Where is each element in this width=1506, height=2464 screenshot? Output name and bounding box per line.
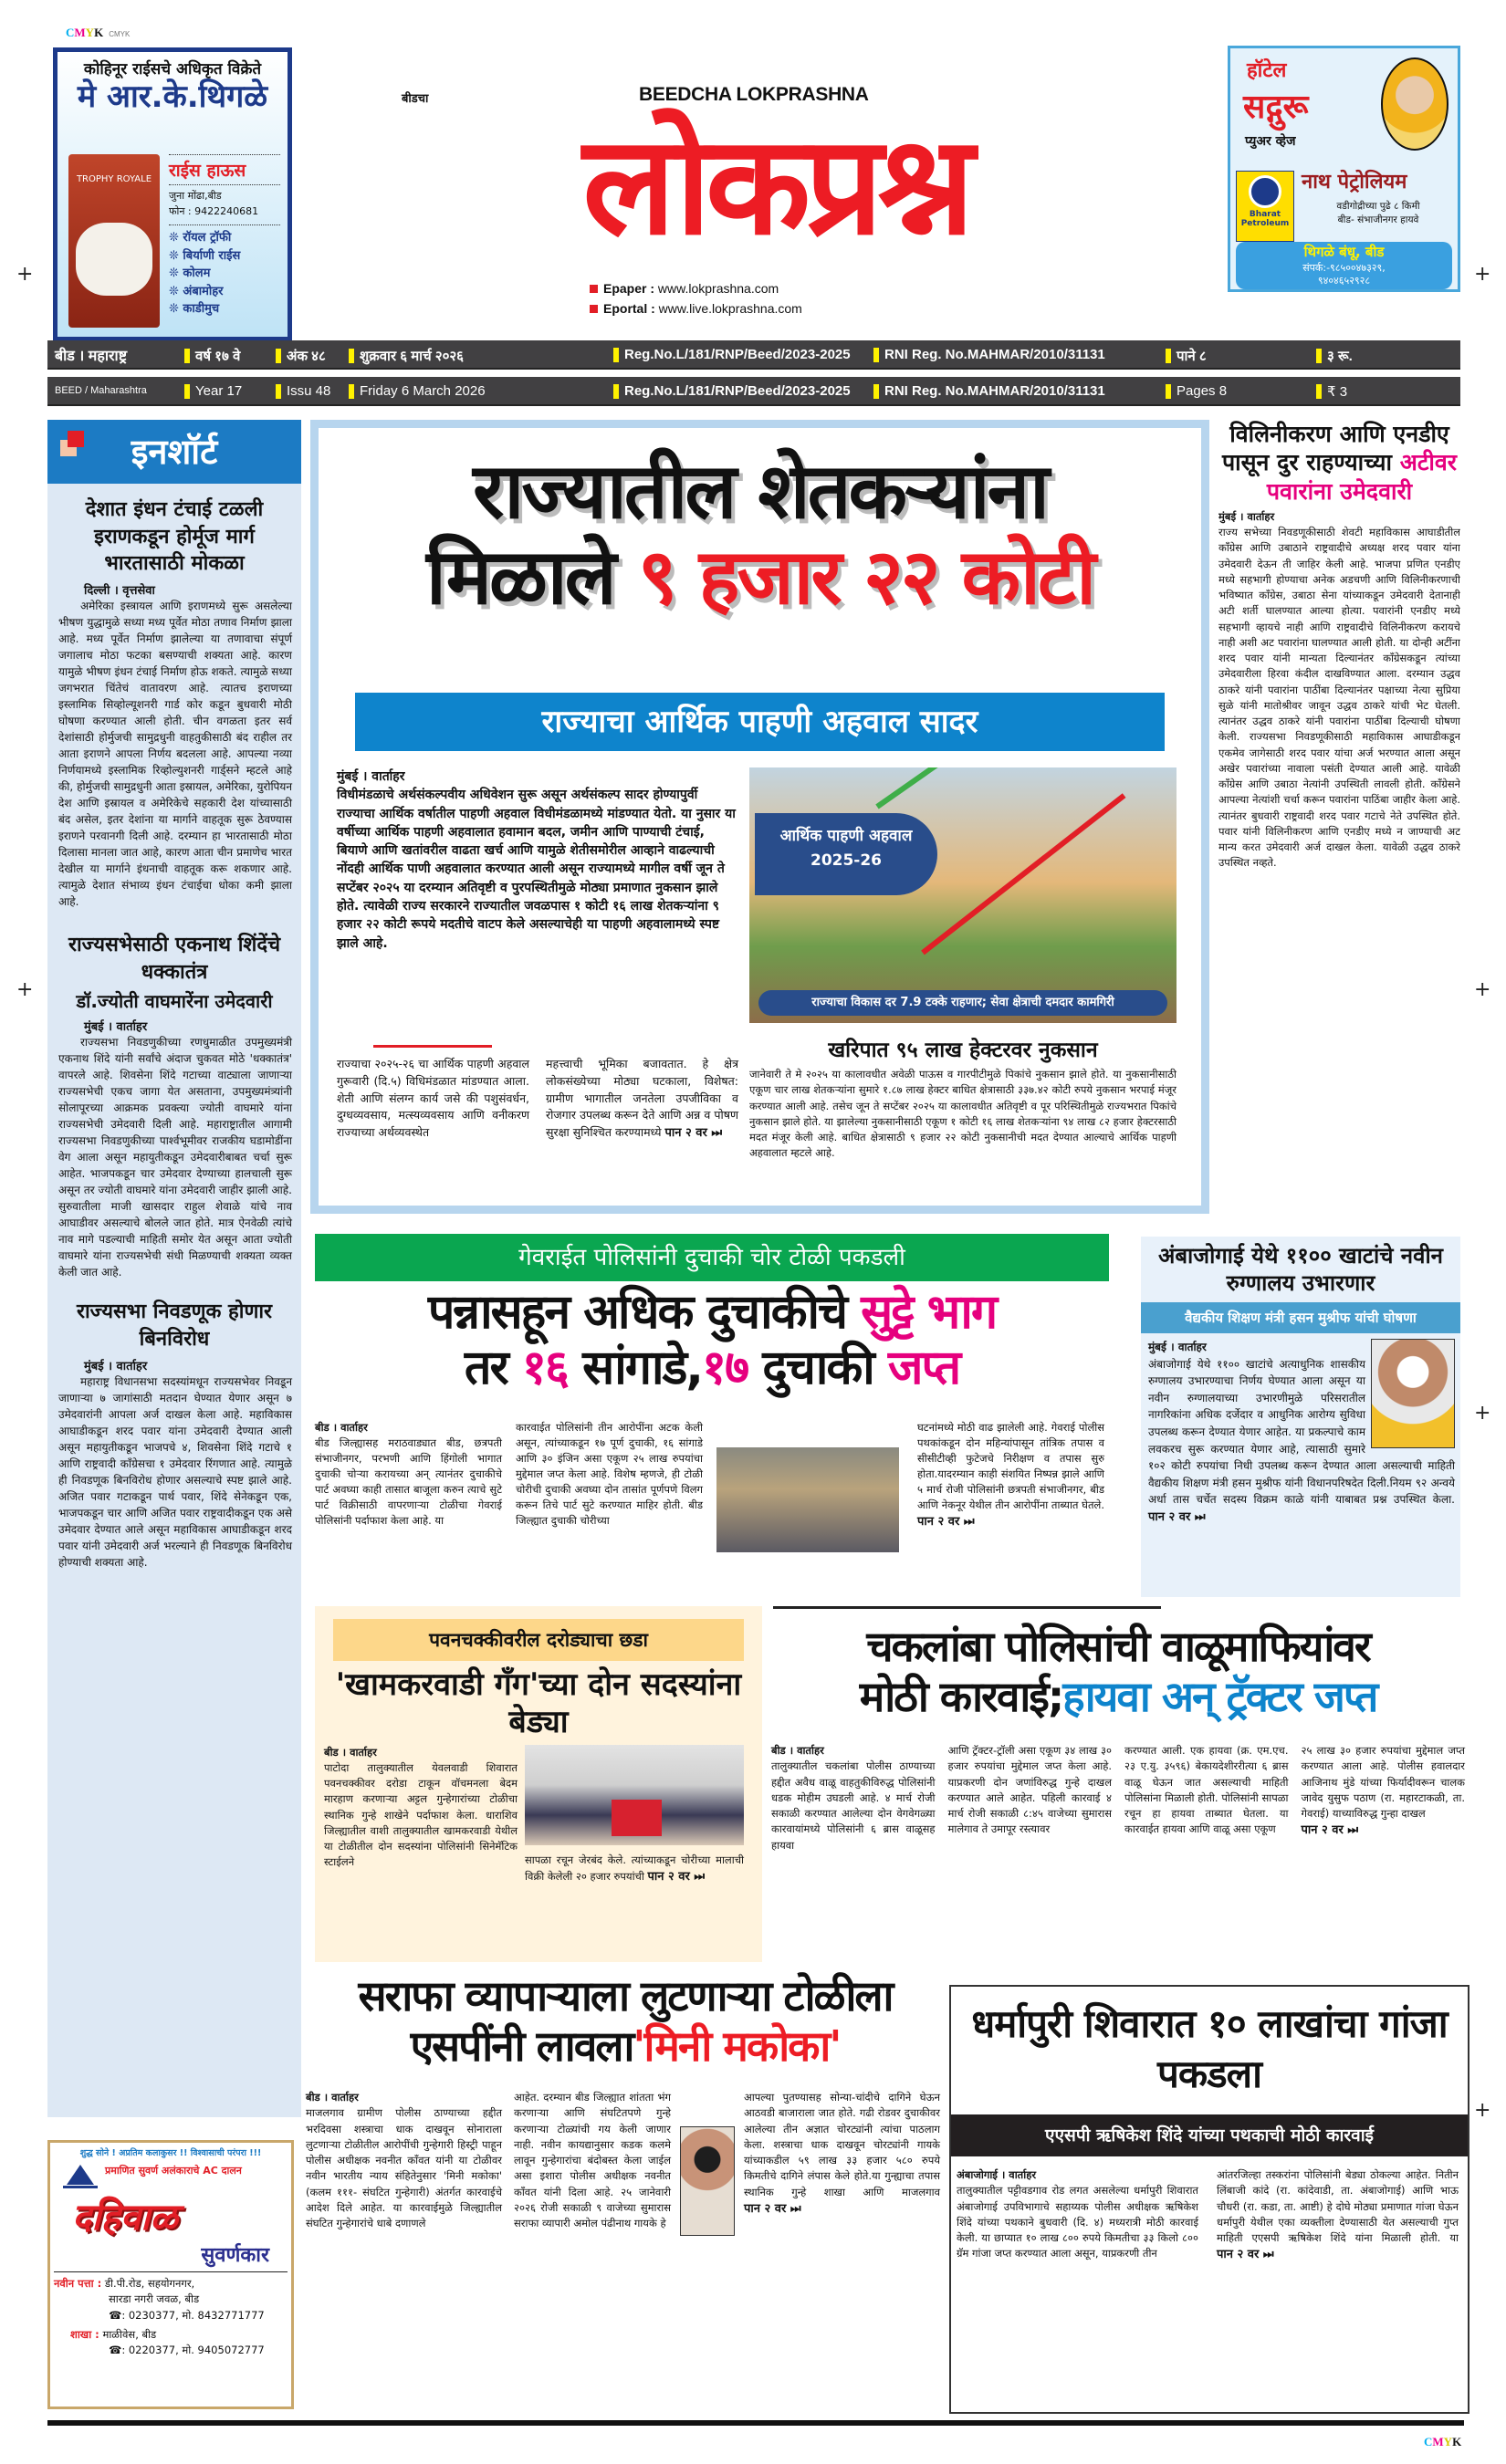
registration-mark: + xyxy=(1474,2099,1491,2122)
divider xyxy=(773,1606,1161,1609)
info-bar-english: BEED / Maharashtra Year 17 Issu 48 Friday 6 March 2026 Reg.No.L/181/RNP/Beed/2023-2025 RNI Reg. No.MAHMAR/2010/31131 Pages 8 ₹ 3 xyxy=(47,377,1460,406)
ad-rice-phone: फोन : 9422240681 xyxy=(169,204,259,217)
image-caption: राज्याचा विकास दर 7.9 टक्के राहणार; सेवा क्षेत्राची दमदार कामगिरी xyxy=(758,990,1167,1016)
ad-rice-house-label: राईस हाऊस xyxy=(169,154,280,185)
bullet-icon xyxy=(590,305,598,313)
cmyk-mark-bottom: CMYK xyxy=(1424,2435,1462,2448)
chaklamba-story-body: बीड । वार्ताहर तालुक्यातील चकलांबा पोलीस ठाण्याच्या हद्दीत अवैध वाळू वाहतुकीविरुद्ध पोलिसांनी धडक मोहीम उघडली आहे. ४ मार्च रोजी सकाळी करण्यात आलेल्या दोन वेगवेगळ्या कारवायांमध्ये पोलिसांनी ६ ब्रास वाळूसह हायवा आणि ट्रॅक्टर-ट्रॉली असा एकूण ३४ लाख ३० हजार रुपयांचा मुद्देमाल जप्त केला आहे. याप्रकरणी दोन जणांविरुद्ध गुन्हे दाखल करण्यात आले आहेत. पहिली कारवाई ४ मार्च रोजी सकाळी ८:४५ वाजेच्या सुमारास मालेगाव ते उमापूर रस्त्यावर करण्यात आली. एक हायवा (क्र. एम.एच. २३ ए.यु. ३५९६) बेकायदेशीररीत्या ६ ब्रास वाळू घेऊन जात असल्याची माहिती पोलिसांना मिळाली होती. पोलिसांनी सापळा रचून हा हायवा ताब्यात घेतला. या कारवाईत हायवा आणि वाळू असा एकूण २५ लाख ३० हजार रुपयांचा मुद्देमाल जप्त करण्यात आला आहे. पोलीस हवालदार आजिनाथ मुंडे यांच्या फिर्यादीवरून चालक जावेद युसुफ पठाण (रा. महारटाकळी, ता. गेवराई) याच्याविरुद्ध गुन्हा दाखल पान २ वर ⏭ xyxy=(771,1744,1465,1852)
right-story[interactable]: विलिनीकरण आणि एनडीए पासून दुर राहण्याच्या अटीवर पवारांना उमेदवारी मुंबई । वार्ताहर राज्य सभेच्या निवडणूकीसाठी शेवटी महाविकास आघाडीतील काँग्रेस आणि उबाठाने राष्ट्रवादीचे अध्यक्ष शरद पवार यांना उमेदवारी देऊन ती जाहिर केली आहे. भाजपा प्रणित एनडीए मध्ये सहभागी होण्याचा अनेक अडचणी आणि विलिनीकरणाची भविष्यात काँग्रेस, उबाठा सेना यांच्याकडून उमेदवारी देतानाही अटी शर्ती घालण्यात आल्या होत्या. पवारांनी एनडीए मध्ये सहभागी व्हायचे नाही आणि राष्ट्रवादीचे विलिनीकरण करायचे नाही अशी अट पवारांना घालण्यात आली होती. या दोन्ही अटींना शरद पवार यांनी मान्यता दिल्यानंतर काँग्रेसकडून त्यांच्या उमेदवारीला हिरवा कंदील दाखविण्यात आला. दरम्यान उद्धव ठाकरे यांनी पवारांना पाठींबा दिल्यानंतर पक्षाच्या नेत्या सुप्रिया सुळे यांनी मातोश्रीवर जावून उद्धव ठाकरे यांची भेट घेतली. त्यानंतर उद्धव ठाकरे यांनी पवारांना पाठींबा दिल्याची घोषणा केली. राज्यसभा निवडणूकीसाठी महाविकास आघाडीकडून एकमेव जागेसाठी शरद पवार यांचा अर्ज भरण्यात आला असून अखेर पवारांच्या नावाला पसंती देण्यात आली आहे. यावेळी काँग्रेस आणि उबाठा नेत्यांनी उपस्थिती लावली होती. काँग्रेसने आपल्या नेत्यांशी चर्चा करून पवारांना पाठिंबा जाहीर केला आहे. त्यानंतर बुधवारी राष्ट्रवादी शरद पवार गटाचे नेते उपस्थित होते. पवार यांनी विलिनीकरण आणि एनडीए मध्ये न जाण्याची अट मान्य करत उमेदवारी अर्ज दाखल केला. यावेळी उद्धव ठाकरे उपस्थित नव्हते. xyxy=(1218,421,1460,870)
masthead-english: BEEDCHA LOKPRASHNA xyxy=(639,84,869,105)
bike-story-headline[interactable]: पन्नासहून अधिक दुचाकीचे सुट्टे भाग तर १६ सांगाडे,१७ दुचाकी जप्त xyxy=(427,1285,997,1396)
continued-link[interactable]: पान २ वर ⏭ xyxy=(744,2201,801,2216)
ad-rice-items: ❊ रॉयल ट्रॉफी ❊ बिर्याणी राईस ❊ कोलम ❊ अंबामोहर ❊ काडीमुच xyxy=(169,224,280,318)
bullet-icon xyxy=(590,285,598,293)
ad-rice-name: मे आर.के.थिगळे xyxy=(77,78,268,115)
ad-rice-line1: कोहिनूर राईसचे अधिकृत विक्रेते xyxy=(83,60,262,78)
continued-link[interactable]: पान २ वर ⏭ xyxy=(1217,2248,1274,2262)
saraf-story-headline[interactable]: सराफा व्यापाऱ्याला लुटणाऱ्या टोळीला एसपींनी लावला'मिनी मकोका' xyxy=(358,1971,893,2072)
continued-link[interactable]: पान २ वर ⏭ xyxy=(664,1126,723,1140)
bike-story-body: बीड । वार्ताहर बीड जिल्ह्यासह मराठवाड्यात बीड, छत्रपती संभाजीनगर, परभणी आणि हिंगोली भागात दुचाकी चोऱ्या करायच्या अन् त्यानंतर दुचाकीचे पार्ट अवघ्या काही तासात बाजूला करुन त्याचे सुटे पार्ट विक्रीसाठी वापरणाऱ्या टोळीचा गेवराई पोलिसांनी पर्दाफाश केला आहे. या कारवाईत पोलिसांनी तीन आरोपींना अटक केली असून, त्यांच्याकडून १७ पूर्ण दुचाकी, १६ सांगाडे आणि ३० इंजिन असा एकूण २५ लाख रुपयांचा मुद्देमाल जप्त केला आहे. विशेष म्हणजे, ही टोळी चोरीची दुचाकी अवघ्या दोन तासांत पूर्णपणे विलग करून तिचे पार्ट सुटे करण्यात माहिर होती. बीड जिल्ह्यात दुचाकी चोरीच्या घटनांमध्ये मोठी वाढ झालेली आहे. गेवराई पोलीस पथकांकडून दोन महिन्यांपासून तांत्रिक तपास व सीसीटीव्ही फुटेजचे निरीक्षण व तपास सुरु होता.यादरम्यान काही संशयित निष्पन्न झाले आणि ५ मार्च रोजी पोलिसांनी छत्रपती संभाजीनगर, बीड आणि नेकनूर येथील तीन आरोपींना ताब्यात घेतले. पान २ वर ⏭ xyxy=(315,1420,1109,1595)
bharat-petroleum-logo: Bharat Petroleum xyxy=(1236,171,1294,242)
sp-photo xyxy=(680,2126,735,2236)
bike-seizure-photo xyxy=(716,1447,899,1552)
registration-mark: + xyxy=(1474,263,1491,286)
lead-headline: राज्यातील शेतकऱ्यांना मिळाले ९ हजार २२ कोटी xyxy=(426,446,1093,622)
ad-rice-house[interactable] xyxy=(53,47,292,341)
inshort-column xyxy=(47,420,301,2117)
info-bar-marathi: बीड । महाराष्ट्र वर्ष १७ वे अंक ४८ शुक्रवार ६ मार्च २०२६ Reg.No.L/181/RNP/Beed/2023-2025 RNI Reg. No.MAHMAR/2010/31131 पाने ८ ३ रू. xyxy=(47,340,1460,370)
eportal-link[interactable]: www.live.lokprashna.com xyxy=(658,301,802,316)
ad-dahiwal-jewellers[interactable]: शुद्ध सोने ! अप्रतिम कलाकुसर !! विश्वासाची परंपरा !!! प्रमाणित सुवर्ण अलंकाराचे AC दालन दहिवाळ सुवर्णकार नवीन पत्ता : डी.पी.रोड, सहयोगनगर, सारडा नगरी जवळ, बीड ☎: 0230377, मो. 8432771777 शाखा : माळीवेस, बीड ☎: 0220377, मो. 9405072777 xyxy=(47,2140,294,2409)
saraf-story-body: बीड । वार्ताहर माजलगाव ग्रामीण पोलीस ठाण्याच्या हद्दीत भरदिवसा शस्त्राचा धाक दाखवून सोनाराला लुटणाऱ्या टोळीतील आरोपींची गुन्हेगारी हिस्ट्री पाहून पोलीस अधीक्षक नवनीत काँवत यांनी या टोळीवर नवीन भारतीय न्याय संहितेनुसार 'मिनी मकोका' (कलम १११- संघटित गुन्हेगारी) अंतर्गत कारवाईचे आदेश दिले आहेत. या कारवाईमुळे जिल्ह्यातील संघटित गुन्हेगारांचे धाबे दणाणले आहेत. दरम्यान बीड जिल्ह्यात शांतता भंग करणाऱ्या आणि संघटितपणे गुन्हे करणाऱ्या टोळ्यांची गय केली जाणार नाही. नवीन कायद्यानुसार कडक कलमे लावून गुन्हेगारांचा बंदोबस्त केला जाईल असा इशारा पोलीस अधीक्षक नवनीत काँवत यांनी दिला आहे. २५ जानेवारी २०२६ रोजी सकाळी ९ वाजेच्या सुमारास सराफा व्यापारी अमोल पंढीनाथ गायके हे आपल्या पुतण्यासह सोन्या-चांदीचे दागिने घेऊन आठवडी बाजाराला जात होते. गढी रोडवर दुचाकीवर आलेल्या तीन अज्ञात चोरट्यांनी त्यांचा पाठलाग केला. शस्त्राचा धाक दाखवून चोरट्यांनी गायके यांच्याकडील ५९ लाख ३३ हजार ५८० रुपये किमतीचे दागिने लंपास केले होते.या गुन्ह्याचा तपास स्थानिक गुन्हे शाखा आणि माजलगाव पान २ वर ⏭ xyxy=(306,2090,940,2414)
ad-hotel-sadguru[interactable]: हॉटेल सद्गुरू प्युअर व्हेज Bharat Petroleum नाथ पेट्रोलियम वडीगोद्रीच्या पुढे ८ किमी बीड- संभाजीनगर हायवे थिगळे बंधू, बीड संपर्क:-९८५००४७३२९, ९४०४६५२९२८ xyxy=(1228,46,1460,292)
lead-subhead: राज्याचा आर्थिक पाहणी अहवाल सादर xyxy=(355,693,1165,751)
ad-hotel-contact: थिगळे बंधू, बीड संपर्क:-९८५००४७३२९, ९४०४६५२९२८ xyxy=(1236,242,1452,289)
registration-mark: + xyxy=(1474,978,1491,1001)
side-body: जानेवारी ते मे २०२५ या कालावधीत अवेळी पाऊस व गारपीटीमुळे पिकांचे नुकसान झाले होते. या नुकसानीसाठी एकूण चार लाख शेतकऱ्यांना सुमारे १.८७ लाख हेक्टर बाधित क्षेत्रासाठी ३३७.४२ कोटी रुपये नुकसान भरपाई मंजूर करण्यात आली आहे. तसेच जून ते सप्टेंबर २०२५ या कालावधीत अतिवृष्टी व पूर परिस्थितीमुळे राज्यभरात पिकांचे नुकसान झाले होते. या झालेल्या नुकसानीसाठी एकूण १ कोटी १६ लाख शेतकऱ्यांना ९४ लाख ८२ हजार हेक्टरसाठी मदत मंजूर केली आहे. बाधित क्षेत्रासाठी ९ हजार २२ कोटी नुकसानीची मदत देण्यात आल्याचे आर्थिक पाहणी अहवालात म्हटले आहे. xyxy=(749,1068,1177,1160)
registration-mark: + xyxy=(1474,1402,1491,1425)
lead-paragraph: मुंबई । वार्ताहर विधीमंडळाचे अर्थसंकल्पवीय अधिवेशन सुरू असून अर्थसंकल्प सादर होण्यापुर्वी राज्याचा आर्थिक वर्षातील पाहणी अहवाल विधीमंडळामध्ये मांडण्यात येतो. या नुसार या वर्षीच्या आर्थिक पाहणी अहवालात हवामान बदल, जमीन आणि पाण्याची टंचाई, बियाणे आणि खतांवरील वाढता खर्च आणि यामुळे शेतीसमोरील आव्हाने वाढल्याची नोंदही आर्थिक पाणी अहवालात करण्यात आली असून राज्यामध्ये मागील वर्षी जून ते सप्टेंबर २०२५ या दरम्यान अतिवृष्टी व पुरपस्थितीमुळे मोठ्या प्रमाणात नुकसान झाले होते. त्यावेळी राज्य सरकारने राज्यातील जवळपास १ कोटी १६ लाख शेतकऱ्यांना ९ हजार २२ कोटी रूपये मदतीचे वाटप केले असल्याचेही या पाहणी अहवालामध्ये स्पष्ट झाले आहे. xyxy=(337,769,736,951)
footer-rule xyxy=(47,2420,1464,2426)
economic-survey-image: आर्थिक पाहणी अहवाल 2025-26 राज्याचा विकास दर 7.9 टक्के राहणार; सेवा क्षेत्राची दमदार कामगिरी xyxy=(749,767,1177,1023)
chaklamba-story-headline[interactable]: चकलांबा पोलिसांची वाळूमाफियांवर मोठी कारवाई;हायवा अन् ट्रॅक्टर जप्त xyxy=(771,1606,1465,1722)
masthead-prefix: बीडचा xyxy=(402,92,429,106)
bike-story-kicker: गेवराईत पोलिसांनी दुचाकी चोर टोळी पकडली xyxy=(315,1234,1109,1281)
inshort-story[interactable]: राज्यसभेसाठी एकनाथ शिंदेंचे धक्कातंत्र डॉ.ज्योती वाघमारेंना उमेदवारी मुंबई । वार्ताहर राज्यसभा निवडणुकीच्या रणधुमाळीत उपमुख्यमंत्री एकनाथ शिंदे यांनी सर्वांचे अंदाज चुकवत मोठे 'धक्कातंत्र' वापरले आहे. शिवसेना शिंदे गटाच्या वाट्याला जाणाऱ्या राज्यसभेची एकच जागा येत असताना, उपमुख्यमंत्र्यांनी सोलापूरच्या आक्रमक प्रवक्त्या ज्योती वाघमारे यांना राज्यसभेची उमेदवारी दिली आहे. महाराष्ट्रातील आगामी राज्यसभा निवडणुकीच्या पार्श्वभूमीवर राजकीय घडामोडींना वेग आला असून महायुतीकडून उमेदवारीबाबत चर्चा सुरू आहेत. भाजपकडून चार उमेदवार देण्याच्या हालचाली सुरू असून तर ज्योती वाघमारे यांना उमेदवारी जाहीर झाली आहे. सुरुवातीला माजी खासदार राहुल शेवाळे यांचे नाव आघाडीवर असल्याचे बोलले जात होते. मात्र ऐनवेळी त्यांचे नाव मागे पडल्याची माहिती समोर येत असून आता ज्योती वाघमारे यांना राज्यसभेची संधी मिळण्याची शक्यता व्यक्त केली जात आहे. xyxy=(58,934,292,1279)
cmyk-label: CMYK xyxy=(109,30,131,38)
ambajogai-story[interactable]: अंबाजोगाई येथे ११०० खाटांचे नवीन रुग्णालय उभारणार वैद्यकीय शिक्षण मंत्री हसन मुश्रीफ यांची घोषणा मुंबई । वार्ताहर अंबाजोगाई येथे ११०० खाटांचे अत्याधुनिक शासकीय रुग्णालय उभारण्याचा निर्णय घेण्यात आला असून या नवीन रुग्णालयाच्या उभारणीमुळे परिसरातील नागरिकांना अधिक दर्जेदार व आधुनिक आरोग्य सुविधा उपलब्ध करून देण्यात येणार आहेत. या प्रकल्पाचे काम लवकरच सुरू करण्यात येणार आहे, त्यासाठी सुमारे १०२ कोटी रुपयांचा निधी उपलब्ध करून देण्यात आला असल्याची माहिती वैद्यकीय शिक्षण मंत्री हसन मुश्रीफ यांनी विधानपरिषदेत दिली.नियम ९२ अन्वये अर्धा तास चर्चेत सदस्य विक्रम काळे यांनी याबाबत प्रश्न उपस्थित केला. पान २ वर ⏭ xyxy=(1141,1237,1460,1597)
minister-photo xyxy=(1371,1339,1455,1448)
police-team-photo xyxy=(525,1745,744,1845)
continued-link[interactable]: पान २ वर ⏭ xyxy=(647,1869,706,1884)
bis-hallmark-icon xyxy=(63,2165,98,2188)
epaper-link[interactable]: www.lokprashna.com xyxy=(657,281,779,296)
portrait-image xyxy=(1381,57,1448,151)
cmyk-mark-top: CMYK CMYK xyxy=(66,26,131,39)
masthead-links: Epaper : www.lokprashna.com Eportal : www.live.lokprashna.com xyxy=(584,281,808,321)
continued-link[interactable]: पान २ वर ⏭ xyxy=(1148,1509,1206,1524)
rice-pack-image: TROPHY ROYALE xyxy=(68,154,160,328)
divider xyxy=(373,1045,492,1048)
lead-story[interactable]: राज्यातील शेतकऱ्यांना मिळाले ९ हजार २२ कोटी राज्याचा आर्थिक पाहणी अहवाल सादर मुंबई । वार्ताहर विधीमंडळाचे अर्थसंकल्पवीय अधिवेशन सुरू असून अर्थसंकल्प सादर होण्यापुर्वी राज्याचा आर्थिक वर्षातील पाहणी अहवाल विधीमंडळामध्ये मांडण्यात येतो. या नुसार या वर्षीच्या आर्थिक पाहणी अहवालात हवामान बदल, जमीन आणि पाण्याची टंचाई, बियाणे आणि खतांवरील वाढता खर्च आणि यामुळे शेतीसमोरील आव्हाने वाढल्याची नोंदही आर्थिक पाणी अहवालात करण्यात आली असून राज्यामध्ये मागील वर्षी जून ते सप्टेंबर २०२५ या दरम्यान अतिवृष्टी व पुरपस्थितीमुळे मोठ्या प्रमाणात नुकसान झाले होते. त्यावेळी राज्य सरकारने राज्यातील जवळपास १ कोटी १६ लाख शेतकऱ्यांना ९ हजार २२ कोटी रूपये मदतीचे वाटप केले असल्याचेही या पाहणी अहवालामध्ये स्पष्ट झाले आहे. राज्याचा २०२५-२६ चा आर्थिक पाहणी अहवाल गुरूवारी (दि.५) विधिमंडळात मांडण्यात आला. शेती आणि संलग्न कार्य जसे की पशुसंवर्धन, दुग्धव्यवसाय, मत्स्यव्यवसाय आणि वनीकरण राज्याच्या अर्थव्यवस्थेत महत्त्वाची भूमिका बजावतात. हे क्षेत्र लोकसंख्येच्या मोठ्या घटकाला, विशेषत: ग्रामीण भागातील जनतेला उपजीविका व रोजगार उपलब्ध करून देते आणि अन्न व पोषण सुरक्षा सुनिश्चित करण्यामध्ये पान २ वर ⏭ आर्थिक पाहणी अहवाल 2025-26 राज्याचा विकास दर 7.9 टक्के राहणार; सेवा क्षेत्राची दमदार कामगिरी खरिपात ९५ लाख हेक्टरवर नुकसान जानेवारी ते मे २०२५ या कालावधीत अवेळी पाऊस व गारपीटीमुळे पिकांचे नुकसान झाले होते. या नुकसानीसाठी एकूण चार लाख शेतकऱ्यांना सुमारे १.८७ लाख हेक्टर बाधित क्षेत्रासाठी ३३७.४२ कोटी रुपये नुकसान भरपाई मंजूर करण्यात आली आहे. तसेच जून ते सप्टेंबर २०२५ या कालावधीत अतिवृष्टी व पूर परिस्थितीमुळे राज्यभरात पिकांचे नुकसान झाले होते. या झालेल्या नुकसानीसाठी एकूण १ कोटी १६ लाख शेतकऱ्यांना ९४ लाख ८२ हजार हेक्टरसाठी मदत मंजूर केली आहे. बाधित क्षेत्रासाठी ९ हजार २२ कोटी नुकसानीची मदत देण्यात आल्याचे आर्थिक पाहणी अहवालात म्हटले आहे. xyxy=(310,420,1209,1214)
continued-link[interactable]: पान २ वर ⏭ xyxy=(917,1515,975,1530)
continued-link[interactable]: पान २ वर ⏭ xyxy=(1301,1823,1359,1838)
masthead-logo[interactable]: लोकप्रश्न xyxy=(582,108,969,266)
khamkarwadi-story[interactable]: पवनचक्कीवरील दरोड्याचा छडा 'खामकरवाडी गँग'च्या दोन सदस्यांना बेड्या बीड । वार्ताहर पाटोदा तालुक्यातील येवलवाडी शिवारात पवनचक्कीवर दरोडा टाकून वॉचमनला बेदम मारहाण करणाऱ्या अट्टल गुन्हेगारांच्या टोळीचा स्थानिक गुन्हे शाखेने पर्दाफाश केला. धाराशिव जिल्ह्यातील वाशी तालुक्यातील खामकरवाडी येथील या टोळीतील दोन सदस्यांना पोलिसांनी सिनेमॅटिक स्टाईलने सापळा रचून जेरबंद केले. त्यांच्याकडून चोरीच्या मालाची विक्री केलेली २० हजार रुपयांची पान २ वर ⏭ xyxy=(315,1606,762,1962)
inshort-header: इनशॉर्ट xyxy=(47,420,301,484)
registration-mark: + xyxy=(16,263,34,286)
inshort-story[interactable]: देशात इंधन टंचाई टळली इराणकडून होर्मूज मार्ग भारतासाठी मोकळा दिल्ली । वृत्तसेवा अमेरिका इस्त्रायल आणि इराणमध्ये सुरू असलेल्या भीषण युद्धामुळे सध्या मध्य पूर्वेत मोठा तणाव निर्माण झाला आहे. मध्य पूर्वेत निर्माण झालेल्या या तणावाचा संपूर्ण जगालाच मोठा फटका बसण्याची शक्यता आहे. कारण यामुळे भीषण इंधन टंचाई निर्माण होऊ शकते. त्यामुळे सध्या जगभरात चिंतेचं वातावरण आहे. त्यातच इराणच्या इस्लामिक सिव्होल्यूशनरी गार्ड कोर कडून बुधवारी मोठी घोषणा करण्यात आली होती. चीन वगळता इतर सर्व देशांसाठी होर्मुजची सामुद्रधुनी वाहतुकीसाठी बंद राहील तर आता इराणने आपला निर्णय बदलला आहे. आपल्या नव्या निर्णयामध्ये इस्लामिक रिव्होल्युशनरी गार्ड्सने म्हटले आहे की, होर्मुजची सामुद्रधुनी आता इस्रायल, अमेरिका, युरोपियन देश आणि इस्रायल व अमेरिकेचे सहकारी देश यांच्यासाठी बंद असेल, इतर देशांना या मार्गाने वाहतूक सुरू ठेवण्यास इराणने परवानगी दिली आहे. दरम्यान हा भारतासाठी मोठा दिलासा मानला जात आहे, कारण आता चीन प्रमाणेच भारत देखील या मार्गाने इंधनाची वाहतूक करू शकणार आहे. त्यामुळे देशात संभाव्य इंधन टंचाईचा धोका कमी झाला आहे. xyxy=(58,498,292,909)
registration-mark: + xyxy=(16,978,34,1001)
inshort-story[interactable]: राज्यसभा निवडणूक होणार बिनविरोध मुंबई । वार्ताहर महाराष्ट्र विधानसभा सदस्यांमधून राज्यसभेवर निवडून जाणाऱ्या ७ जागांसाठी मतदान घेण्यात येणार असून ७ उमेदवारांनी आपला अर्ज दाखल केला आहे. महाविकास आघाडीकडून शरद पवार यांना उमेदवारी देण्यात आली असून महायुतीकडून भाजपचे ४, शिवसेना शिंदे गटाचे १ आणि राष्ट्रवादी काँग्रेसचा १ उमेदवार रिंगणात आहे. त्यामुळे ही निवडणूक बिनविरोध होणार असल्याचे स्पष्ट झाले आहे. अजित पवार गटाकडून पार्थ पवार, शिंदे सेनेकडून एक, भाजपकडून चार आणि अजित पवार राष्ट्रवादीकडून एक असे उमेदवार देण्यात आले असून महाविकास आघाडीकडून शरद पवार यांनी उमेदवारी अर्ज भरल्याने ही निवडणूक बिनविरोध होण्याची शक्यता आहे. xyxy=(58,1300,292,1569)
side-headline: खरिपात ९५ लाख हेक्टरवर नुकसान xyxy=(828,1039,1098,1062)
dharmapuri-story[interactable]: धर्मापुरी शिवारात १० लाखांचा गांजा पकडला एएसपी ऋषिकेश शिंदे यांच्या पथकाची मोठी कारवाई अंबाजोगाई । वार्ताहर तालुक्यातील पट्टीवडगाव रोड लगत असलेल्या धर्मापुरी शिवारात अंबाजोगाई उपविभागाचे सहाय्यक पोलीस अधीक्षक ऋषिकेश शिंदे यांच्या पथकाने बुधवारी (दि. ४) मध्यरात्री मोठी कारवाई केली. या छाप्यात १० लाख ८०० रुपये किमतीचा ३३ किलो ८०० ग्रॅम गांजा जप्त करण्यात आला असून, याप्रकरणी तीन आंतरजिल्हा तस्करांना पोलिसांनी बेड्या ठोकल्या आहेत. नितीन लिंबाजी कांदे (रा. कांदेवाडी, ता. अंबाजोगाई) आणि भाऊ चौधरी (रा. कडा, ता. आष्टी) हे दोघे मोठ्या प्रमाणात गांजा घेऊन धर्मापुरी येथील एका व्यक्तीला देण्यासाठी येत असल्याची गुप्त माहिती एएसपी ऋषिकेश शिंदे यांना मिळाली होती. या पान २ वर ⏭ xyxy=(949,1985,1469,2414)
ad-rice-address: जुना मोंढा,बीड xyxy=(169,190,222,202)
